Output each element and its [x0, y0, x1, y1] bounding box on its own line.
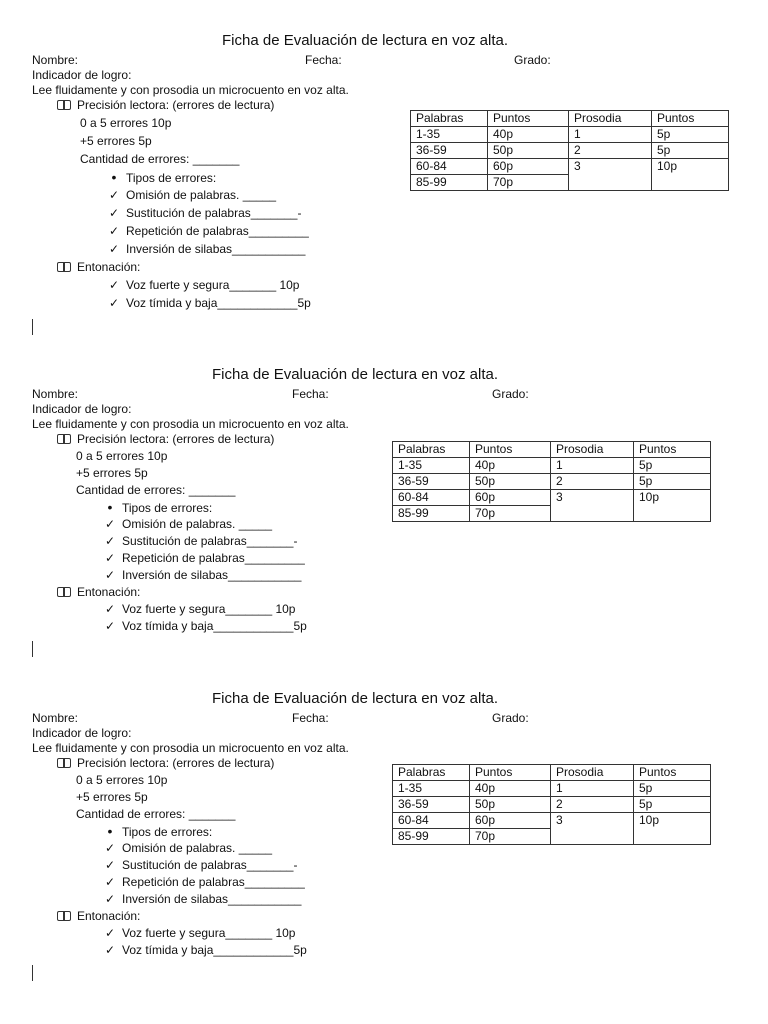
table-header-cell: Palabras — [411, 111, 488, 127]
checkmark-icon: ✓ — [104, 875, 116, 889]
indicador-label: Indicador de logro: — [32, 402, 132, 416]
precision-label: Precisión lectora: (errores de lectura) — [77, 98, 275, 112]
voice-item — [100, 942, 307, 958]
tipos-errores-item — [100, 499, 212, 516]
table-cell: 1-35 — [411, 127, 488, 143]
table-cell: 5p — [652, 127, 729, 143]
tipos-errores-label: Tipos de errores: — [126, 171, 217, 185]
table-cell: 60-84 — [411, 159, 488, 175]
scores-table — [392, 441, 711, 522]
table-header-cell: Puntos — [470, 765, 551, 781]
checkmark-icon: ✓ — [108, 278, 120, 292]
table-row — [411, 143, 729, 159]
table-cell: 40p — [470, 458, 551, 474]
tipos-errores-item — [104, 169, 216, 186]
tipos-errores-item — [100, 823, 212, 840]
table-cell: 36-59 — [393, 797, 470, 813]
table-header-cell: Puntos — [634, 765, 711, 781]
rango-10p: 0 a 5 errores 10p — [76, 449, 168, 463]
scores-table — [410, 110, 729, 191]
book-icon — [57, 911, 71, 921]
table-cell: 10p — [634, 490, 711, 522]
grado-label: Grado: — [492, 387, 529, 401]
rango-5p: +5 errores 5p — [80, 134, 152, 148]
table-cell: 3 — [551, 490, 634, 522]
error-type-item — [104, 187, 276, 203]
table-cell: 70p — [470, 506, 551, 522]
rango-10p: 0 a 5 errores 10p — [76, 773, 168, 787]
error-type-item — [100, 567, 301, 583]
table-header-cell: Prosodia — [551, 442, 634, 458]
nombre-label: Nombre: — [32, 711, 79, 725]
error-type-label: Omisión de palabras. _____ — [122, 841, 273, 855]
voice-label: Voz tímida y baja____________5p — [126, 296, 311, 310]
table-cell: 1-35 — [393, 458, 470, 474]
table-header-cell: Puntos — [634, 442, 711, 458]
voice-item — [100, 601, 295, 617]
error-type-label: Repetición de palabras_________ — [122, 875, 305, 889]
table-cell: 50p — [488, 143, 569, 159]
checkmark-icon: ✓ — [104, 943, 116, 957]
table-cell: 2 — [551, 797, 634, 813]
objetivo-text: Lee fluidamente y con prosodia un microcuento en voz alta. — [32, 417, 349, 431]
table-header-cell: Prosodia — [551, 765, 634, 781]
bullet-icon: • — [107, 499, 113, 515]
table-cell: 85-99 — [393, 829, 470, 845]
error-type-item — [100, 550, 305, 566]
table-cell: 60-84 — [393, 490, 470, 506]
table-cell: 70p — [488, 175, 569, 191]
nombre-label: Nombre: — [32, 387, 79, 401]
tipos-errores-label: Tipos de errores: — [122, 501, 213, 515]
table-header-cell: Puntos — [488, 111, 569, 127]
checkmark-icon: ✓ — [104, 858, 116, 872]
table-cell: 1-35 — [393, 781, 470, 797]
scores-table — [392, 764, 711, 845]
checkmark-icon: ✓ — [108, 188, 120, 202]
table-cell: 40p — [488, 127, 569, 143]
precision-heading — [57, 755, 274, 771]
evaluation-sheet — [0, 32, 768, 357]
error-type-label: Omisión de palabras. _____ — [122, 517, 273, 531]
error-type-item — [100, 516, 272, 532]
table-cell: 5p — [634, 474, 711, 490]
text-cursor — [32, 319, 33, 335]
error-type-label: Sustitución de palabras_______- — [126, 206, 302, 220]
table-cell: 5p — [634, 797, 711, 813]
table-row — [393, 458, 711, 474]
nombre-label: Nombre: — [32, 53, 79, 67]
error-type-label: Inversión de silabas___________ — [122, 568, 302, 582]
entonacion-heading — [57, 908, 140, 924]
fecha-label: Fecha: — [292, 711, 329, 725]
checkmark-icon: ✓ — [108, 242, 120, 256]
objetivo-text: Lee fluidamente y con prosodia un microcuento en voz alta. — [32, 83, 349, 97]
table-row — [393, 490, 711, 506]
voice-item — [100, 925, 295, 941]
table-cell: 60p — [470, 490, 551, 506]
table-cell: 60p — [488, 159, 569, 175]
table-cell: 70p — [470, 829, 551, 845]
table-row — [393, 797, 711, 813]
checkmark-icon: ✓ — [104, 619, 116, 633]
table-row — [411, 127, 729, 143]
checkmark-icon: ✓ — [104, 568, 116, 582]
checkmark-icon: ✓ — [104, 517, 116, 531]
table-cell: 60p — [470, 813, 551, 829]
voice-label: Voz tímida y baja____________5p — [122, 943, 307, 957]
rango-5p: +5 errores 5p — [76, 790, 148, 804]
precision-heading — [57, 431, 274, 447]
table-header-row — [393, 442, 711, 458]
evaluation-sheet — [0, 366, 768, 691]
text-cursor — [32, 641, 33, 657]
table-cell: 36-59 — [393, 474, 470, 490]
voice-item — [104, 295, 311, 311]
error-type-label: Sustitución de palabras_______- — [122, 534, 298, 548]
rango-5p: +5 errores 5p — [76, 466, 148, 480]
table-cell: 10p — [634, 813, 711, 845]
table-cell: 1 — [569, 127, 652, 143]
error-type-label: Repetición de palabras_________ — [122, 551, 305, 565]
error-type-label: Inversión de silabas___________ — [126, 242, 306, 256]
error-type-label: Repetición de palabras_________ — [126, 224, 309, 238]
table-cell: 1 — [551, 458, 634, 474]
book-icon — [57, 434, 71, 444]
precision-heading — [57, 97, 274, 113]
table-cell: 10p — [652, 159, 729, 191]
voice-label: Voz fuerte y segura_______ 10p — [126, 278, 300, 292]
checkmark-icon: ✓ — [108, 296, 120, 310]
precision-label: Precisión lectora: (errores de lectura) — [77, 756, 275, 770]
objetivo-text: Lee fluidamente y con prosodia un microcuento en voz alta. — [32, 741, 349, 755]
table-cell: 1 — [551, 781, 634, 797]
error-type-label: Inversión de silabas___________ — [122, 892, 302, 906]
book-icon — [57, 100, 71, 110]
table-cell: 5p — [634, 458, 711, 474]
table-header-row — [411, 111, 729, 127]
checkmark-icon: ✓ — [104, 602, 116, 616]
evaluation-sheet — [0, 690, 768, 1015]
entonacion-heading — [57, 259, 140, 275]
error-type-item — [100, 840, 272, 856]
table-cell: 5p — [634, 781, 711, 797]
table-cell: 3 — [551, 813, 634, 845]
fecha-label: Fecha: — [292, 387, 329, 401]
entonacion-label: Entonación: — [77, 260, 141, 274]
voice-label: Voz fuerte y segura_______ 10p — [122, 926, 296, 940]
checkmark-icon: ✓ — [104, 534, 116, 548]
sheet-title: Ficha de Evaluación de lectura en voz alta. — [212, 366, 499, 383]
sheet-title: Ficha de Evaluación de lectura en voz alta. — [212, 690, 499, 707]
table-cell: 5p — [652, 143, 729, 159]
book-icon — [57, 262, 71, 272]
checkmark-icon: ✓ — [104, 892, 116, 906]
cantidad-errores: Cantidad de errores: _______ — [76, 483, 236, 497]
error-type-label: Sustitución de palabras_______- — [122, 858, 298, 872]
checkmark-icon: ✓ — [104, 841, 116, 855]
entonacion-label: Entonación: — [77, 585, 141, 599]
table-cell: 3 — [569, 159, 652, 191]
rango-10p: 0 a 5 errores 10p — [80, 116, 172, 130]
error-type-item — [100, 891, 301, 907]
table-header-cell: Puntos — [652, 111, 729, 127]
table-header-row — [393, 765, 711, 781]
book-icon — [57, 587, 71, 597]
checkmark-icon: ✓ — [104, 551, 116, 565]
table-row — [393, 781, 711, 797]
table-cell: 85-99 — [411, 175, 488, 191]
table-cell: 50p — [470, 474, 551, 490]
sheet-title: Ficha de Evaluación de lectura en voz alta. — [222, 32, 509, 49]
checkmark-icon: ✓ — [108, 224, 120, 238]
table-cell: 40p — [470, 781, 551, 797]
indicador-label: Indicador de logro: — [32, 726, 132, 740]
error-type-item — [104, 241, 305, 257]
grado-label: Grado: — [492, 711, 529, 725]
table-header-cell: Palabras — [393, 765, 470, 781]
bullet-icon: • — [111, 169, 117, 185]
error-type-item — [104, 223, 309, 239]
table-cell: 2 — [551, 474, 634, 490]
error-type-label: Omisión de palabras. _____ — [126, 188, 277, 202]
table-cell: 36-59 — [411, 143, 488, 159]
voice-item — [104, 277, 299, 293]
precision-label: Precisión lectora: (errores de lectura) — [77, 432, 275, 446]
table-row — [393, 813, 711, 829]
voice-item — [100, 618, 307, 634]
table-cell: 50p — [470, 797, 551, 813]
grado-label: Grado: — [514, 53, 551, 67]
checkmark-icon: ✓ — [104, 926, 116, 940]
table-header-cell: Puntos — [470, 442, 551, 458]
table-cell: 85-99 — [393, 506, 470, 522]
error-type-item — [100, 874, 305, 890]
indicador-label: Indicador de logro: — [32, 68, 132, 82]
cantidad-errores: Cantidad de errores: _______ — [76, 807, 236, 821]
voice-label: Voz fuerte y segura_______ 10p — [122, 602, 296, 616]
table-row — [411, 159, 729, 175]
fecha-label: Fecha: — [305, 53, 342, 67]
bullet-icon: • — [107, 823, 113, 839]
voice-label: Voz tímida y baja____________5p — [122, 619, 307, 633]
checkmark-icon: ✓ — [108, 206, 120, 220]
tipos-errores-label: Tipos de errores: — [122, 825, 213, 839]
book-icon — [57, 758, 71, 768]
entonacion-label: Entonación: — [77, 909, 141, 923]
error-type-item — [100, 857, 297, 873]
table-cell: 60-84 — [393, 813, 470, 829]
text-cursor — [32, 965, 33, 981]
cantidad-errores: Cantidad de errores: _______ — [80, 152, 240, 166]
error-type-item — [104, 205, 301, 221]
table-cell: 2 — [569, 143, 652, 159]
table-row — [393, 474, 711, 490]
entonacion-heading — [57, 584, 140, 600]
table-header-cell: Prosodia — [569, 111, 652, 127]
table-header-cell: Palabras — [393, 442, 470, 458]
error-type-item — [100, 533, 297, 549]
